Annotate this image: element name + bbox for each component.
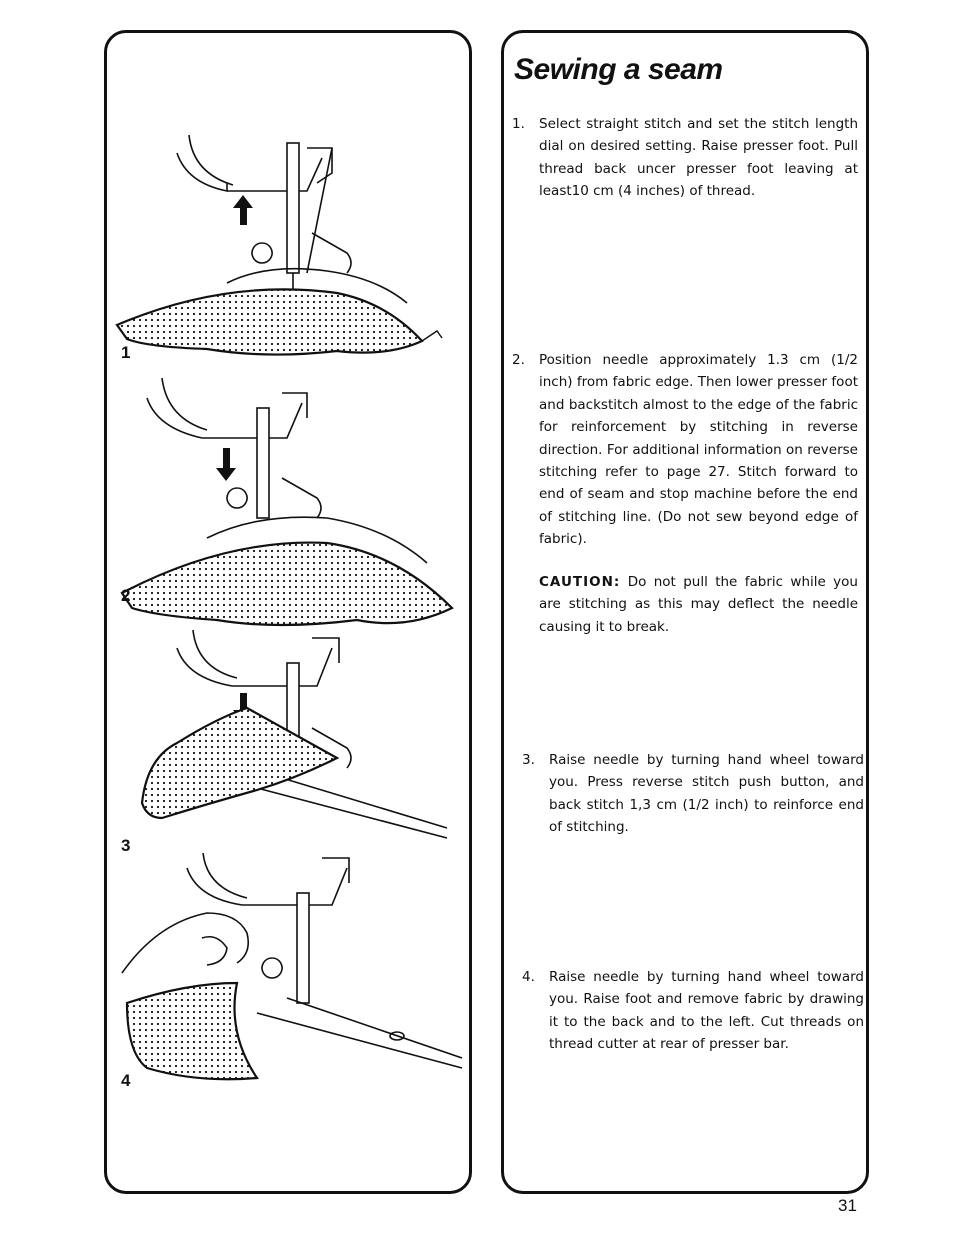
step-1-text: Select straight stitch and set the stitch length dial on desired setting. Raise presser foot. Pull thread back uncer presser foot leaving at least10 cm (4 inches) of thread.	[539, 116, 858, 200]
step-2	[512, 349, 858, 551]
figure-3-number: 3	[121, 836, 131, 855]
step-1	[512, 113, 858, 203]
illustration-panel	[104, 30, 472, 1194]
figure-1-number: 1	[121, 343, 131, 362]
step-4-number: 4.	[522, 969, 535, 985]
caution-text: Do not pull the fabric while you are stitching as this may deflect the needle causing it to break.	[539, 574, 858, 635]
step-2-number: 2.	[512, 352, 525, 368]
figure-2-illustration	[107, 368, 469, 628]
instructions-panel	[501, 30, 869, 1194]
step-2-text: Position needle approximately 1.3 cm (1/2 inch) from fabric edge. Then lower presser foot and backstitch almost to the edge of the fabric for reinforcement by stitching in reverse direction. For additional information on reverse stitching refer to page 27. Stitch forward to end of seam and stop machine before the end of stitching line. (Do not sew beyond edge of fabric).	[539, 352, 858, 548]
step-4	[522, 966, 864, 1056]
step-4-text: Raise needle by turning hand wheel toward you. Raise foot and remove fabric by drawing it to the back and to the left. Cut threads on thread cutter at rear of presser bar.	[549, 969, 864, 1053]
figure-2-number: 2	[121, 586, 131, 605]
step-3	[522, 749, 864, 839]
step-3-number: 3.	[522, 752, 535, 768]
figure-4-illustration	[107, 853, 469, 1113]
figure-1-illustration	[107, 113, 469, 373]
page-number: 31	[838, 1196, 857, 1215]
caution-note	[512, 571, 858, 638]
figure-4-number: 4	[121, 1071, 131, 1090]
figure-3-illustration	[107, 618, 469, 878]
caution-label: CAUTION:	[539, 574, 621, 590]
step-1-number: 1.	[512, 116, 525, 132]
step-3-text: Raise needle by turning hand wheel toward you. Press reverse stitch push button, and back stitch 1,3 cm (1/2 inch) to reinforce end of stitching.	[549, 752, 864, 836]
page-title: Sewing a seam	[514, 53, 723, 86]
